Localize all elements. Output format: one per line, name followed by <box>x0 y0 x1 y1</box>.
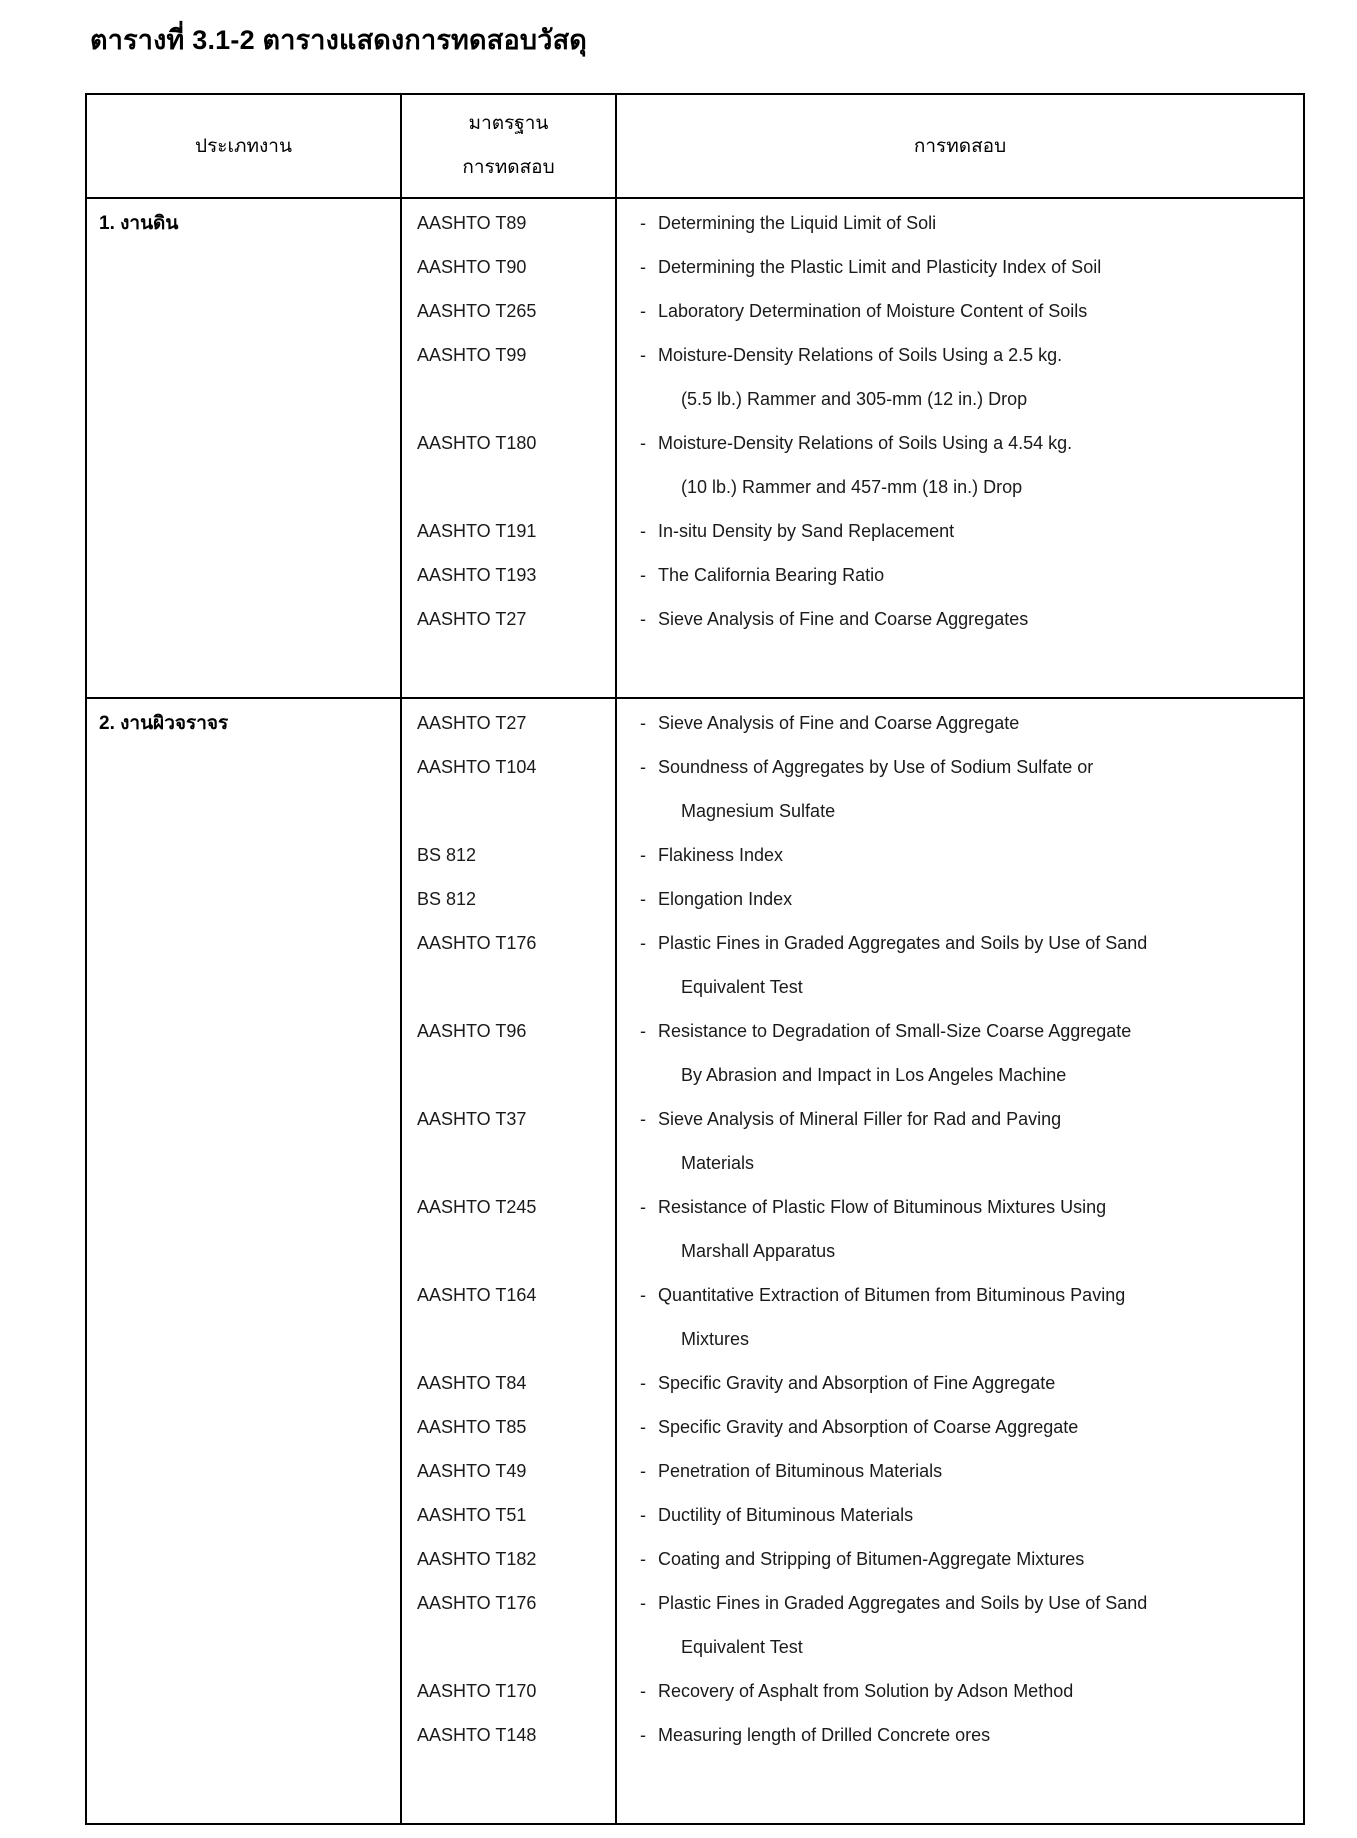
bullet-dash: - <box>640 1725 646 1745</box>
standard-cell: AASHTO T84 <box>417 1373 527 1393</box>
test-line <box>617 1009 1303 1053</box>
test-text: Sieve Analysis of Fine and Coarse Aggregate <box>658 713 1020 733</box>
test-line <box>617 333 1303 377</box>
test-text: In-situ Density by Sand Replacement <box>658 521 955 541</box>
test-line-continuation: Equivalent Test <box>681 977 803 997</box>
bullet-dash: - <box>640 1549 646 1569</box>
test-line <box>617 289 1303 333</box>
standard-cell: AASHTO T85 <box>417 1417 527 1437</box>
bullet-dash: - <box>640 1285 646 1305</box>
test-text: Soundness of Aggregates by Use of Sodium Sulfate or <box>658 757 1094 777</box>
test-text: Determining the Liquid Limit of Soli <box>658 213 937 233</box>
bullet-dash: - <box>640 1021 646 1041</box>
section-category: 1. งานดิน <box>87 199 402 697</box>
test-line <box>617 833 1303 877</box>
standard-cell: AASHTO T27 <box>417 713 527 733</box>
test-line <box>617 245 1303 289</box>
bullet-dash: - <box>640 565 646 585</box>
test-text: Plastic Fines in Graded Aggregates and Soils by Use of Sand <box>658 933 1148 953</box>
test-line-continuation: (5.5 lb.) Rammer and 305-mm (12 in.) Drop <box>681 389 1028 409</box>
test-line <box>617 1581 1303 1625</box>
bullet-dash: - <box>640 845 646 865</box>
header-test-standard-line1: มาตรฐาน <box>468 113 549 134</box>
standard-cell: AASHTO T104 <box>417 757 537 777</box>
test-line <box>617 1097 1303 1141</box>
test-line <box>617 201 1303 245</box>
bullet-dash: - <box>640 345 646 365</box>
standard-cell: AASHTO T37 <box>417 1109 527 1129</box>
test-line <box>617 921 1303 965</box>
tests-column <box>617 699 1303 1823</box>
bullet-dash: - <box>640 1681 646 1701</box>
bullet-dash: - <box>640 889 646 909</box>
standards-column <box>402 199 617 697</box>
standard-cell: BS 812 <box>417 845 477 865</box>
standard-cell: AASHTO T49 <box>417 1461 527 1481</box>
test-line <box>617 1449 1303 1493</box>
test-line <box>617 745 1303 789</box>
test-line <box>617 1361 1303 1405</box>
standard-cell: AASHTO T27 <box>417 609 527 629</box>
test-text: Moisture-Density Relations of Soils Using a 2.5 kg. <box>658 345 1063 365</box>
bullet-dash: - <box>640 1461 646 1481</box>
test-line <box>617 1537 1303 1581</box>
test-line-continuation: Marshall Apparatus <box>681 1241 836 1261</box>
standard-cell: AASHTO T90 <box>417 257 527 277</box>
section-category: 2. งานผิวจราจร <box>87 699 402 1823</box>
tests-column <box>617 199 1303 697</box>
test-text: Flakiness Index <box>658 845 784 865</box>
standards-column <box>402 699 617 1823</box>
standard-cell: AASHTO T265 <box>417 301 537 321</box>
test-text: Measuring length of Drilled Concrete ores <box>658 1725 991 1745</box>
bullet-dash: - <box>640 1417 646 1437</box>
test-text: Specific Gravity and Absorption of Fine Aggregate <box>658 1373 1056 1393</box>
test-line <box>617 877 1303 921</box>
test-line <box>617 1273 1303 1317</box>
test-text: Moisture-Density Relations of Soils Using a 4.54 kg. <box>658 433 1073 453</box>
bullet-dash: - <box>640 713 646 733</box>
standard-cell: AASHTO T99 <box>417 345 527 365</box>
test-line-continuation: Magnesium Sulfate <box>681 801 836 821</box>
bullet-dash: - <box>640 757 646 777</box>
standard-cell: AASHTO T89 <box>417 213 527 233</box>
test-text: Ductility of Bituminous Materials <box>658 1505 914 1525</box>
bullet-dash: - <box>640 933 646 953</box>
test-line <box>617 1405 1303 1449</box>
test-text: Resistance to Degradation of Small-Size Coarse Aggregate <box>658 1021 1132 1041</box>
test-text: Resistance of Plastic Flow of Bituminous Mixtures Using <box>658 1197 1107 1217</box>
bullet-dash: - <box>640 1505 646 1525</box>
bullet-dash: - <box>640 1373 646 1393</box>
standard-cell: AASHTO T245 <box>417 1197 537 1217</box>
material-test-table <box>85 93 1305 1825</box>
test-text: Quantitative Extraction of Bitumen from Bituminous Paving <box>658 1285 1126 1305</box>
header-test-standard-line2: การทดสอบ <box>462 157 555 178</box>
table-section <box>87 697 1303 1823</box>
test-text: Elongation Index <box>658 889 793 909</box>
test-line-continuation: Mixtures <box>681 1329 750 1349</box>
bullet-dash: - <box>640 521 646 541</box>
standard-cell: AASHTO T191 <box>417 521 537 541</box>
bullet-dash: - <box>640 609 646 629</box>
standard-cell: AASHTO T51 <box>417 1505 527 1525</box>
test-line <box>617 1493 1303 1537</box>
bullet-dash: - <box>640 433 646 453</box>
standard-cell: AASHTO T182 <box>417 1549 537 1569</box>
header-test: การทดสอบ <box>913 136 1007 157</box>
test-text: Laboratory Determination of Moisture Content of Soils <box>658 301 1088 321</box>
standard-cell: AASHTO T193 <box>417 565 537 585</box>
test-line-continuation: Equivalent Test <box>681 1637 803 1657</box>
test-line-continuation: Materials <box>681 1153 755 1173</box>
bullet-dash: - <box>640 257 646 277</box>
test-text: Specific Gravity and Absorption of Coarse Aggregate <box>658 1417 1079 1437</box>
test-text: The California Bearing Ratio <box>658 565 885 585</box>
header-work-type: ประเภทงาน <box>87 95 402 197</box>
standard-cell: AASHTO T170 <box>417 1681 537 1701</box>
test-text: Coating and Stripping of Bitumen-Aggregate Mixtures <box>658 1549 1085 1569</box>
test-text: Determining the Plastic Limit and Plasticity Index of Soil <box>658 257 1102 277</box>
test-line <box>617 1713 1303 1757</box>
test-line <box>617 1669 1303 1713</box>
test-text: Penetration of Bituminous Materials <box>658 1461 943 1481</box>
standard-cell: AASHTO T180 <box>417 433 537 453</box>
table-section <box>87 199 1303 697</box>
page-title: ตารางที่ 3.1-2 ตารางแสดงการทดสอบวัสดุ <box>90 25 587 55</box>
test-text: Sieve Analysis of Mineral Filler for Rad and Paving <box>658 1109 1062 1129</box>
test-text: Sieve Analysis of Fine and Coarse Aggregates <box>658 609 1029 629</box>
test-line <box>617 553 1303 597</box>
standard-cell: AASHTO T176 <box>417 1593 537 1613</box>
standard-cell: AASHTO T148 <box>417 1725 537 1745</box>
test-line-continuation: (10 lb.) Rammer and 457-mm (18 in.) Drop <box>681 477 1023 497</box>
bullet-dash: - <box>640 301 646 321</box>
standard-cell: AASHTO T164 <box>417 1285 537 1305</box>
standard-cell: AASHTO T176 <box>417 933 537 953</box>
test-text: Recovery of Asphalt from Solution by Adson Method <box>658 1681 1074 1701</box>
bullet-dash: - <box>640 213 646 233</box>
test-line-continuation: By Abrasion and Impact in Los Angeles Machine <box>681 1065 1067 1085</box>
bullet-dash: - <box>640 1109 646 1129</box>
test-line <box>617 1185 1303 1229</box>
header-test-standard <box>402 95 617 197</box>
test-text: Plastic Fines in Graded Aggregates and Soils by Use of Sand <box>658 1593 1148 1613</box>
table-header-row <box>87 95 1303 199</box>
bullet-dash: - <box>640 1593 646 1613</box>
test-line <box>617 597 1303 641</box>
test-line <box>617 701 1303 745</box>
standard-cell: AASHTO T96 <box>417 1021 527 1041</box>
table-body <box>87 199 1303 1823</box>
test-line <box>617 509 1303 553</box>
test-line <box>617 421 1303 465</box>
standard-cell: BS 812 <box>417 889 477 909</box>
bullet-dash: - <box>640 1197 646 1217</box>
